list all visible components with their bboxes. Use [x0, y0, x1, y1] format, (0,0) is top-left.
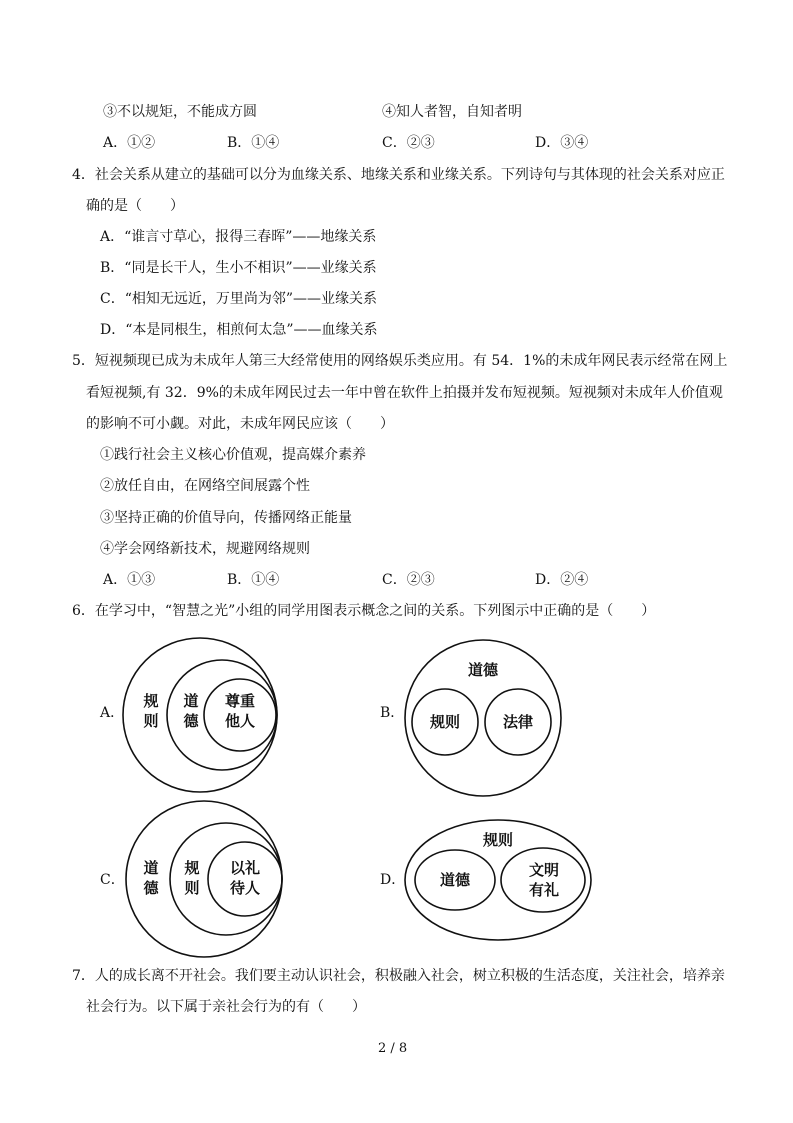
diagram-a-inner-label: 尊重 他人 — [224, 692, 255, 730]
q5-option-a: A．①③ — [103, 572, 156, 588]
diagram-a-letter: A． — [100, 705, 125, 721]
page-number: 2 / 8 — [378, 1041, 408, 1056]
q4-option-d: D．“本是同根生，相煎何太急”——血缘关系 — [100, 322, 378, 338]
q4-option-b: B．“同是长干人，生小不相识”——业缘关系 — [100, 260, 377, 276]
diagram-d-outer-label: 规则 — [482, 831, 513, 849]
diagram-c-letter: C． — [100, 872, 125, 888]
q5-option-c: C．②③ — [382, 572, 435, 588]
q5-option-d: D．②④ — [535, 572, 589, 588]
diagram-d-right-label: 文明 有礼 — [528, 861, 559, 899]
q5-option-b: B．①④ — [227, 572, 280, 588]
q5-stem-line2: 看短视频,有 32．9%的未成年网民过去一年中曾在软件上拍摄并发布短视频。短视频对未成年人价值观 — [86, 385, 723, 401]
diagram-a-middle-label: 道 德 — [183, 692, 199, 730]
q7-stem-line1: 7．人的成长离不开社会。我们要主动认识社会，积极融入社会，树立积极的生活态度，关注社会，培养亲 — [72, 968, 725, 984]
q5-item2: ②放任自由，在网络空间展露个性 — [100, 478, 310, 494]
q5-item1: ①践行社会主义核心价值观，提高媒介素养 — [100, 447, 366, 463]
diagram-b-letter: B． — [380, 705, 405, 721]
q4-option-a: A．“谁言寸草心，报得三春晖”——地缘关系 — [100, 229, 377, 245]
q5-item3: ③坚持正确的价值导向，传播网络正能量 — [100, 510, 352, 526]
diagram-a-outer-label: 规 则 — [143, 692, 159, 730]
q4-option-c: C．“相知无远近，万里尚为邻”——业缘关系 — [100, 291, 378, 307]
q4-stem-line2: 确的是（ ） — [86, 198, 184, 214]
q3-item3: ③不以规矩，不能成方圆 — [103, 104, 257, 120]
q4-stem-line1: 4．社会关系从建立的基础可以分为血缘关系、地缘关系和业缘关系。下列诗句与其体现的社会关系对应正 — [72, 167, 725, 183]
q3-option-c: C．②③ — [382, 135, 435, 151]
diagram-d-left-label: 道德 — [439, 871, 470, 889]
q6-stem: 6．在学习中，“智慧之光”小组的同学用图表示概念之间的关系。下列图示中正确的是（ ） — [72, 603, 656, 619]
q3-option-a: A．①② — [103, 135, 156, 151]
diagram-b-right-label: 法律 — [502, 713, 533, 731]
q5-stem-line3: 的影响不可小觑。对此，未成年网民应该（ ） — [86, 416, 394, 432]
diagram-c-outer-label: 道 德 — [143, 859, 159, 897]
q3-option-d: D．③④ — [535, 135, 589, 151]
diagram-b-left-label: 规则 — [429, 713, 460, 731]
diagram-b-outer-label: 道德 — [467, 661, 498, 679]
q7-stem-line2: 社会行为。以下属于亲社会行为的有（ ） — [86, 999, 366, 1015]
diagram-d-letter: D． — [380, 872, 406, 888]
q5-item4: ④学会网络新技术，规避网络规则 — [100, 541, 310, 557]
diagram-c-inner-label: 以礼 待人 — [229, 859, 260, 897]
q3-option-b: B．①④ — [227, 135, 280, 151]
q5-stem-line1: 5．短视频现已成为未成年人第三大经常使用的网络娱乐类应用。有 54．1%的未成年网民表示经常在网上 — [72, 353, 728, 369]
q3-item4: ④知人者智，自知者明 — [382, 104, 522, 120]
diagram-c-middle-label: 规 则 — [184, 859, 200, 897]
